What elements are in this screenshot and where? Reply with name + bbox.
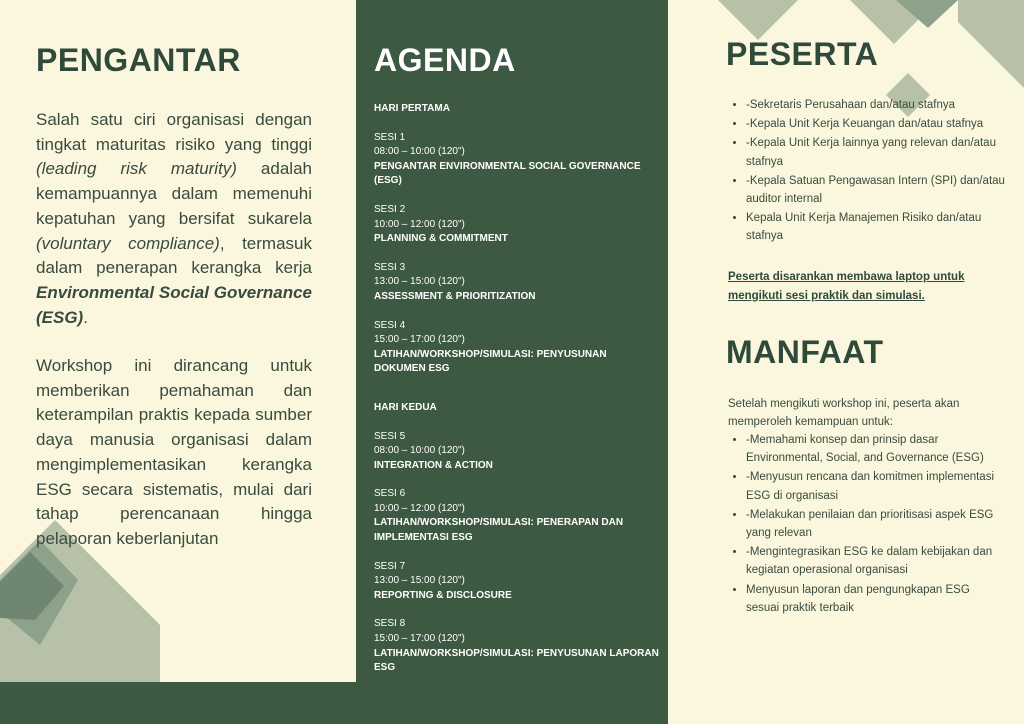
paragraph-segment: (leading risk maturity) xyxy=(36,159,237,179)
day-label-1: HARI PERTAMA xyxy=(374,103,450,114)
session-label: SESI 6 xyxy=(374,488,406,500)
paragraph-segment: . xyxy=(83,307,88,327)
session-label: SESI 7 xyxy=(374,560,406,572)
peserta-title: PESERTA xyxy=(726,36,879,72)
session-time: 10:00 – 12:00 (120") xyxy=(374,218,465,230)
agenda-panel xyxy=(356,0,668,724)
session-label: SESI 8 xyxy=(374,618,406,630)
peserta-list xyxy=(726,96,1006,247)
session-time: 10:00 – 12:00 (120") xyxy=(374,502,465,514)
session-label: SESI 3 xyxy=(374,261,406,273)
list-item: • Kepala Unit Kerja Manajemen Risiko dan/atau stafnya xyxy=(746,209,1006,245)
list-item: • -Kepala Satuan Pengawasan Intern (SPI) dan/atau auditor internal xyxy=(746,172,1006,208)
session-time: 13:00 – 15:00 (120") xyxy=(374,575,465,587)
session-label: SESI 5 xyxy=(374,430,406,442)
pengantar-panel xyxy=(0,0,356,724)
session-4 xyxy=(374,319,659,377)
session-topic: LATIHAN/WORKSHOP/SIMULASI: PENERAPAN DAN IMPLEMENTASI ESG xyxy=(374,517,624,544)
session-label: SESI 1 xyxy=(374,131,406,143)
session-label: SESI 4 xyxy=(374,319,406,331)
list-item: • -Kepala Unit Kerja lainnya yang relevan dan/atau stafnya xyxy=(746,134,1006,170)
peserta-note: Peserta disarankan membawa laptop untuk mengikuti sesi praktik dan simulasi. xyxy=(728,271,965,302)
session-7 xyxy=(374,560,659,604)
session-topic: LATIHAN/WORKSHOP/SIMULASI: PENYUSUNAN DOKUMEN ESG xyxy=(374,348,607,375)
list-item: • -Kepala Unit Kerja Keuangan dan/atau stafnya xyxy=(746,115,1006,133)
session-time: 15:00 – 17:00 (120") xyxy=(374,633,465,645)
session-topic: PENGANTAR ENVIRONMENTAL SOCIAL GOVERNANCE (ESG) xyxy=(374,160,641,187)
session-topic: REPORTING & DISCLOSURE xyxy=(374,589,512,601)
pengantar-paragraph-2: Workshop ini dirancang untuk memberikan pemahaman dan keterampilan praktis kepada sumber daya manusia organisasi dalam mengimplementasikan kerangka ESG secara sistematis, mulai dari tahap perencanaan hingga pelaporan keberlanjutan xyxy=(36,356,312,548)
paragraph-segment: Salah satu ciri organisasi dengan tingkat maturitas risiko yang tinggi xyxy=(36,110,312,154)
session-3 xyxy=(374,261,659,305)
paragraph-segment: adalah kemampuannya dalam memenuhi kepatuhan yang bersifat sukarela xyxy=(36,159,312,228)
session-5 xyxy=(374,430,659,474)
session-time: 15:00 – 17:00 (120") xyxy=(374,334,465,346)
day-label-2: HARI KEDUA xyxy=(374,401,437,413)
deco-diamond-3 xyxy=(958,0,1024,88)
peserta-manfaat-panel xyxy=(668,0,1024,724)
list-item: • -Melakukan penilaian dan prioritisasi aspek ESG yang relevan xyxy=(746,506,996,542)
list-item: • Menyusun laporan dan pengungkapan ESG sesuai praktik terbaik xyxy=(746,581,996,617)
manfaat-list xyxy=(726,431,996,618)
session-8 xyxy=(374,617,659,675)
list-item: • -Sekretaris Perusahaan dan/atau stafnya xyxy=(746,96,1006,114)
pengantar-title: PENGANTAR xyxy=(36,42,241,78)
session-1 xyxy=(374,131,659,189)
paragraph-segment: Environmental Social Governance (ESG) xyxy=(36,282,312,327)
session-label: SESI 2 xyxy=(374,203,406,215)
agenda-list xyxy=(374,102,659,690)
manfaat-title: MANFAAT xyxy=(726,334,884,370)
list-item: • -Mengintegrasikan ESG ke dalam kebijakan dan kegiatan operasional organisasi xyxy=(746,543,996,579)
session-topic: ASSESSMENT & PRIORITIZATION xyxy=(374,290,536,302)
manfaat-intro: Setelah mengikuti workshop ini, peserta akan memperoleh kemampuan untuk: xyxy=(728,398,960,429)
session-time: 08:00 – 10:00 (120") xyxy=(374,445,465,457)
list-item: • -Memahami konsep dan prinsip dasar Environmental, Social, and Governance (ESG) xyxy=(746,431,996,467)
session-time: 08:00 – 10:00 (120") xyxy=(374,146,465,158)
session-topic: INTEGRATION & ACTION xyxy=(374,459,493,471)
paragraph-segment: (voluntary compliance) xyxy=(36,233,220,253)
session-2 xyxy=(374,203,659,247)
session-6 xyxy=(374,487,659,545)
session-time: 13:00 – 15:00 (120") xyxy=(374,276,465,288)
session-topic: LATIHAN/WORKSHOP/SIMULASI: PENYUSUNAN LAPORAN ESG xyxy=(374,647,659,674)
pengantar-paragraph-1 xyxy=(36,108,312,330)
agenda-title: AGENDA xyxy=(374,42,516,78)
paragraph-segment: , termasuk dalam penerapan kerangka kerja xyxy=(36,233,312,278)
deco-diamond-1 xyxy=(718,0,798,40)
bottom-band xyxy=(0,682,356,724)
session-topic: PLANNING & COMMITMENT xyxy=(374,233,508,245)
list-item: • -Menyusun rencana dan komitmen implementasi ESG di organisasi xyxy=(746,468,996,504)
